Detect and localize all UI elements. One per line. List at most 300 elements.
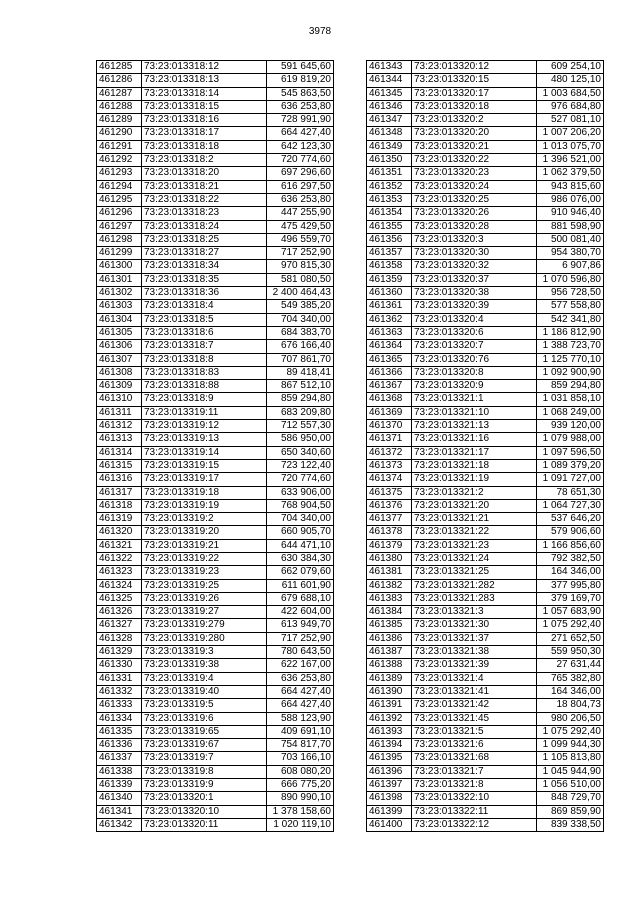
- cadastral-number-cell: 73:23:013320:17: [412, 87, 537, 100]
- row-number-cell: 461323: [97, 566, 142, 579]
- cadastral-number-cell: 73:23:013319:40: [142, 685, 267, 698]
- table-row: [97, 207, 334, 220]
- cadastral-number-cell: 73:23:013318:83: [142, 366, 267, 379]
- cadastral-number-cell: 73:23:013321:30: [412, 619, 537, 632]
- row-number-cell: 461291: [97, 140, 142, 153]
- value-cell: 683 209,80: [267, 406, 334, 419]
- cadastral-number-cell: 73:23:013318:7: [142, 340, 267, 353]
- cadastral-number-cell: 73:23:013321:39: [412, 659, 537, 672]
- cadastral-number-cell: 73:23:013319:15: [142, 459, 267, 472]
- row-number-cell: 461344: [367, 74, 412, 87]
- cadastral-number-cell: 73:23:013319:22: [142, 552, 267, 565]
- row-number-cell: 461371: [367, 433, 412, 446]
- value-cell: 1 097 596,50: [537, 446, 604, 459]
- table-row: [97, 87, 334, 100]
- row-number-cell: 461300: [97, 260, 142, 273]
- table-row: [97, 779, 334, 792]
- table-row: [97, 220, 334, 233]
- cadastral-number-cell: 73:23:013320:18: [412, 100, 537, 113]
- value-cell: 616 297,50: [267, 180, 334, 193]
- table-row: [367, 380, 604, 393]
- table-row: [367, 619, 604, 632]
- value-cell: 644 471,10: [267, 539, 334, 552]
- row-number-cell: 461337: [97, 752, 142, 765]
- row-number-cell: 461324: [97, 579, 142, 592]
- value-cell: 660 905,70: [267, 526, 334, 539]
- cadastral-number-cell: 73:23:013319:19: [142, 499, 267, 512]
- cadastral-number-cell: 73:23:013320:28: [412, 220, 537, 233]
- row-number-cell: 461347: [367, 114, 412, 127]
- table-row: [97, 699, 334, 712]
- value-cell: 1 091 727,00: [537, 473, 604, 486]
- row-number-cell: 461309: [97, 380, 142, 393]
- row-number-cell: 461362: [367, 313, 412, 326]
- row-number-cell: 461336: [97, 739, 142, 752]
- cadastral-number-cell: 73:23:013318:14: [142, 87, 267, 100]
- value-cell: 581 080,50: [267, 273, 334, 286]
- table-row: [367, 313, 604, 326]
- value-cell: 579 906,60: [537, 526, 604, 539]
- row-number-cell: 461307: [97, 353, 142, 366]
- cadastral-number-cell: 73:23:013319:12: [142, 420, 267, 433]
- value-cell: 1 007 206,20: [537, 127, 604, 140]
- value-cell: 728 991,90: [267, 114, 334, 127]
- row-number-cell: 461397: [367, 779, 412, 792]
- row-number-cell: 461389: [367, 672, 412, 685]
- row-number-cell: 461358: [367, 260, 412, 273]
- row-number-cell: 461377: [367, 513, 412, 526]
- table-row: [97, 685, 334, 698]
- table-row: [367, 592, 604, 605]
- table-row: [367, 154, 604, 167]
- value-cell: 1 057 683,90: [537, 606, 604, 619]
- cadastral-number-cell: 73:23:013318:24: [142, 220, 267, 233]
- row-number-cell: 461394: [367, 739, 412, 752]
- table-row: [97, 260, 334, 273]
- row-number-cell: 461365: [367, 353, 412, 366]
- cadastral-number-cell: 73:23:013318:25: [142, 233, 267, 246]
- value-cell: 839 338,50: [537, 818, 604, 831]
- value-cell: 89 418,41: [267, 366, 334, 379]
- row-number-cell: 461361: [367, 300, 412, 313]
- cadastral-number-cell: 73:23:013319:6: [142, 712, 267, 725]
- cadastral-number-cell: 73:23:013318:12: [142, 61, 267, 74]
- table-row: [97, 606, 334, 619]
- row-number-cell: 461335: [97, 725, 142, 738]
- row-number-cell: 461328: [97, 632, 142, 645]
- table-row: [97, 539, 334, 552]
- cadastral-number-cell: 73:23:013319:26: [142, 592, 267, 605]
- cadastral-number-cell: 73:23:013321:41: [412, 685, 537, 698]
- row-number-cell: 461400: [367, 818, 412, 831]
- table-row: [97, 180, 334, 193]
- value-cell: 1 062 379,50: [537, 167, 604, 180]
- table-row: [367, 287, 604, 300]
- cadastral-number-cell: 73:23:013319:14: [142, 446, 267, 459]
- table-row: [97, 805, 334, 818]
- row-number-cell: 461378: [367, 526, 412, 539]
- row-number-cell: 461387: [367, 646, 412, 659]
- table-row: [97, 659, 334, 672]
- table-row: [367, 326, 604, 339]
- value-cell: 609 254,10: [537, 61, 604, 74]
- cadastral-number-cell: 73:23:013318:6: [142, 326, 267, 339]
- row-number-cell: 461318: [97, 499, 142, 512]
- cadastral-number-cell: 73:23:013320:37: [412, 273, 537, 286]
- cadastral-number-cell: 73:23:013320:76: [412, 353, 537, 366]
- cadastral-number-cell: 73:23:013320:20: [412, 127, 537, 140]
- value-cell: 537 646,20: [537, 513, 604, 526]
- table-row: [367, 247, 604, 260]
- table-row: [97, 433, 334, 446]
- value-cell: 679 688,10: [267, 592, 334, 605]
- row-number-cell: 461308: [97, 366, 142, 379]
- table-row: [367, 566, 604, 579]
- value-cell: 910 946,40: [537, 207, 604, 220]
- value-cell: 545 863,50: [267, 87, 334, 100]
- row-number-cell: 461396: [367, 765, 412, 778]
- row-number-cell: 461302: [97, 287, 142, 300]
- value-cell: 527 081,10: [537, 114, 604, 127]
- cadastral-number-cell: 73:23:013318:34: [142, 260, 267, 273]
- table-row: [97, 579, 334, 592]
- table-row: [97, 712, 334, 725]
- cadastral-number-cell: 73:23:013318:20: [142, 167, 267, 180]
- cadastral-number-cell: 73:23:013321:25: [412, 566, 537, 579]
- row-number-cell: 461373: [367, 459, 412, 472]
- table-row: [367, 180, 604, 193]
- table-row: [367, 260, 604, 273]
- value-cell: 723 122,40: [267, 459, 334, 472]
- value-cell: 1 031 858,10: [537, 393, 604, 406]
- value-cell: 1 064 727,30: [537, 499, 604, 512]
- table-row: [97, 100, 334, 113]
- table-row: [367, 100, 604, 113]
- value-cell: 1 075 292,40: [537, 725, 604, 738]
- table-row: [367, 672, 604, 685]
- row-number-cell: 461296: [97, 207, 142, 220]
- value-cell: 1 079 988,00: [537, 433, 604, 446]
- value-cell: 664 427,40: [267, 127, 334, 140]
- cadastral-number-cell: 73:23:013321:18: [412, 459, 537, 472]
- row-number-cell: 461303: [97, 300, 142, 313]
- cadastral-number-cell: 73:23:013320:1: [142, 792, 267, 805]
- value-cell: 704 340,00: [267, 513, 334, 526]
- cadastral-number-cell: 73:23:013318:5: [142, 313, 267, 326]
- table-row: [367, 818, 604, 831]
- value-cell: 608 080,20: [267, 765, 334, 778]
- cadastral-number-cell: 73:23:013321:6: [412, 739, 537, 752]
- row-number-cell: 461345: [367, 87, 412, 100]
- right-table: [366, 60, 604, 832]
- value-cell: 379 169,70: [537, 592, 604, 605]
- value-cell: 559 950,30: [537, 646, 604, 659]
- value-cell: 720 774,60: [267, 154, 334, 167]
- cadastral-number-cell: 73:23:013320:9: [412, 380, 537, 393]
- row-number-cell: 461304: [97, 313, 142, 326]
- table-row: [97, 393, 334, 406]
- cadastral-number-cell: 73:23:013320:30: [412, 247, 537, 260]
- value-cell: 712 557,30: [267, 420, 334, 433]
- row-number-cell: 461299: [97, 247, 142, 260]
- row-number-cell: 461313: [97, 433, 142, 446]
- value-cell: 650 340,60: [267, 446, 334, 459]
- row-number-cell: 461390: [367, 685, 412, 698]
- cadastral-number-cell: 73:23:013319:27: [142, 606, 267, 619]
- table-row: [97, 273, 334, 286]
- row-number-cell: 461306: [97, 340, 142, 353]
- table-row: [97, 313, 334, 326]
- table-row: [97, 114, 334, 127]
- row-number-cell: 461363: [367, 326, 412, 339]
- table-row: [367, 420, 604, 433]
- value-cell: 1 056 510,00: [537, 779, 604, 792]
- value-cell: 164 346,00: [537, 685, 604, 698]
- value-cell: 980 206,50: [537, 712, 604, 725]
- cadastral-number-cell: 73:23:013321:37: [412, 632, 537, 645]
- table-row: [367, 486, 604, 499]
- value-cell: 717 252,90: [267, 247, 334, 260]
- value-cell: 1 396 521,00: [537, 154, 604, 167]
- cadastral-number-cell: 73:23:013321:23: [412, 539, 537, 552]
- cadastral-number-cell: 73:23:013319:25: [142, 579, 267, 592]
- table-row: [367, 140, 604, 153]
- row-number-cell: 461392: [367, 712, 412, 725]
- cadastral-number-cell: 73:23:013321:42: [412, 699, 537, 712]
- row-number-cell: 461332: [97, 685, 142, 698]
- table-row: [97, 127, 334, 140]
- row-number-cell: 461367: [367, 380, 412, 393]
- cadastral-number-cell: 73:23:013321:2: [412, 486, 537, 499]
- table-row: [367, 712, 604, 725]
- value-cell: 480 125,10: [537, 74, 604, 87]
- value-cell: 611 601,90: [267, 579, 334, 592]
- cadastral-number-cell: 73:23:013318:4: [142, 300, 267, 313]
- value-cell: 588 123,90: [267, 712, 334, 725]
- table-row: [97, 792, 334, 805]
- row-number-cell: 461379: [367, 539, 412, 552]
- cadastral-number-cell: 73:23:013320:12: [412, 61, 537, 74]
- row-number-cell: 461316: [97, 473, 142, 486]
- cadastral-number-cell: 73:23:013319:17: [142, 473, 267, 486]
- value-cell: 586 950,00: [267, 433, 334, 446]
- row-number-cell: 461292: [97, 154, 142, 167]
- cadastral-number-cell: 73:23:013321:8: [412, 779, 537, 792]
- value-cell: 765 382,80: [537, 672, 604, 685]
- value-cell: 164 346,00: [537, 566, 604, 579]
- row-number-cell: 461356: [367, 233, 412, 246]
- table-row: [97, 167, 334, 180]
- cadastral-number-cell: 73:23:013318:16: [142, 114, 267, 127]
- table-row: [367, 579, 604, 592]
- cadastral-number-cell: 73:23:013318:2: [142, 154, 267, 167]
- cadastral-number-cell: 73:23:013318:13: [142, 74, 267, 87]
- value-cell: 1 186 812,90: [537, 326, 604, 339]
- table-row: [367, 74, 604, 87]
- row-number-cell: 461368: [367, 393, 412, 406]
- table-row: [367, 340, 604, 353]
- cadastral-number-cell: 73:23:013320:39: [412, 300, 537, 313]
- cadastral-number-cell: 73:23:013321:17: [412, 446, 537, 459]
- cadastral-number-cell: 73:23:013318:36: [142, 287, 267, 300]
- value-cell: 1 075 292,40: [537, 619, 604, 632]
- cadastral-number-cell: 73:23:013321:22: [412, 526, 537, 539]
- row-number-cell: 461370: [367, 420, 412, 433]
- cadastral-number-cell: 73:23:013321:20: [412, 499, 537, 512]
- cadastral-number-cell: 73:23:013318:23: [142, 207, 267, 220]
- value-cell: 1 089 379,20: [537, 459, 604, 472]
- table-row: [367, 659, 604, 672]
- cadastral-number-cell: 73:23:013321:13: [412, 420, 537, 433]
- value-cell: 676 166,40: [267, 340, 334, 353]
- value-cell: 664 427,40: [267, 699, 334, 712]
- value-cell: 1 166 856,60: [537, 539, 604, 552]
- row-number-cell: 461364: [367, 340, 412, 353]
- cadastral-number-cell: 73:23:013321:16: [412, 433, 537, 446]
- value-cell: 1 070 596,80: [537, 273, 604, 286]
- table-row: [367, 752, 604, 765]
- table-row: [367, 805, 604, 818]
- table-row: [367, 273, 604, 286]
- value-cell: 633 906,00: [267, 486, 334, 499]
- page-number: 3978: [308, 26, 332, 37]
- table-row: [367, 765, 604, 778]
- cadastral-number-cell: 73:23:013321:10: [412, 406, 537, 419]
- table-row: [97, 340, 334, 353]
- table-row: [97, 287, 334, 300]
- table-row: [97, 140, 334, 153]
- cadastral-number-cell: 73:23:013320:22: [412, 154, 537, 167]
- table-row: [367, 725, 604, 738]
- value-cell: 619 819,20: [267, 74, 334, 87]
- row-number-cell: 461314: [97, 446, 142, 459]
- value-cell: 717 252,90: [267, 632, 334, 645]
- value-cell: 1 099 944,30: [537, 739, 604, 752]
- table-row: [367, 606, 604, 619]
- table-row: [367, 167, 604, 180]
- cadastral-number-cell: 73:23:013321:3: [412, 606, 537, 619]
- cadastral-number-cell: 73:23:013321:19: [412, 473, 537, 486]
- value-cell: 636 253,80: [267, 100, 334, 113]
- cadastral-number-cell: 73:23:013320:3: [412, 233, 537, 246]
- cadastral-number-cell: 73:23:013320:25: [412, 193, 537, 206]
- value-cell: 1 013 075,70: [537, 140, 604, 153]
- cadastral-number-cell: 73:23:013320:32: [412, 260, 537, 273]
- row-number-cell: 461305: [97, 326, 142, 339]
- value-cell: 622 167,00: [267, 659, 334, 672]
- value-cell: 666 775,20: [267, 779, 334, 792]
- cadastral-number-cell: 73:23:013320:2: [412, 114, 537, 127]
- cadastral-number-cell: 73:23:013320:7: [412, 340, 537, 353]
- table-row: [367, 473, 604, 486]
- value-cell: 970 815,30: [267, 260, 334, 273]
- table-row: [97, 233, 334, 246]
- row-number-cell: 461301: [97, 273, 142, 286]
- row-number-cell: 461372: [367, 446, 412, 459]
- table-row: [367, 300, 604, 313]
- table-row: [367, 87, 604, 100]
- row-number-cell: 461351: [367, 167, 412, 180]
- value-cell: 859 294,80: [537, 380, 604, 393]
- table-row: [97, 619, 334, 632]
- table-row: [97, 566, 334, 579]
- table-row: [97, 513, 334, 526]
- row-number-cell: 461320: [97, 526, 142, 539]
- value-cell: 768 904,50: [267, 499, 334, 512]
- table-row: [367, 220, 604, 233]
- value-cell: 636 253,80: [267, 193, 334, 206]
- cadastral-number-cell: 73:23:013321:283: [412, 592, 537, 605]
- cadastral-number-cell: 73:23:013322:11: [412, 805, 537, 818]
- row-number-cell: 461381: [367, 566, 412, 579]
- cadastral-number-cell: 73:23:013318:8: [142, 353, 267, 366]
- table-row: [367, 792, 604, 805]
- cadastral-number-cell: 73:23:013318:35: [142, 273, 267, 286]
- cadastral-number-cell: 73:23:013320:10: [142, 805, 267, 818]
- value-cell: 703 166,10: [267, 752, 334, 765]
- cadastral-number-cell: 73:23:013318:9: [142, 393, 267, 406]
- value-cell: 859 294,80: [267, 393, 334, 406]
- cadastral-number-cell: 73:23:013318:21: [142, 180, 267, 193]
- table-row: [97, 247, 334, 260]
- row-number-cell: 461357: [367, 247, 412, 260]
- cadastral-number-cell: 73:23:013318:22: [142, 193, 267, 206]
- cadastral-number-cell: 73:23:013320:38: [412, 287, 537, 300]
- row-number-cell: 461331: [97, 672, 142, 685]
- row-number-cell: 461369: [367, 406, 412, 419]
- row-number-cell: 461366: [367, 366, 412, 379]
- value-cell: 549 385,20: [267, 300, 334, 313]
- value-cell: 2 400 464,43: [267, 287, 334, 300]
- cadastral-number-cell: 73:23:013319:21: [142, 539, 267, 552]
- cadastral-number-cell: 73:23:013321:1: [412, 393, 537, 406]
- table-row: [367, 739, 604, 752]
- value-cell: 500 081,40: [537, 233, 604, 246]
- row-number-cell: 461288: [97, 100, 142, 113]
- table-row: [97, 193, 334, 206]
- table-row: [97, 459, 334, 472]
- value-cell: 642 123,30: [267, 140, 334, 153]
- table-row: [97, 473, 334, 486]
- table-row: [367, 513, 604, 526]
- table-row: [367, 366, 604, 379]
- table-row: [367, 632, 604, 645]
- table-row: [97, 420, 334, 433]
- cadastral-number-cell: 73:23:013320:21: [412, 140, 537, 153]
- row-number-cell: 461310: [97, 393, 142, 406]
- value-cell: 6 907,86: [537, 260, 604, 273]
- row-number-cell: 461398: [367, 792, 412, 805]
- value-cell: 943 815,60: [537, 180, 604, 193]
- row-number-cell: 461375: [367, 486, 412, 499]
- value-cell: 792 382,50: [537, 552, 604, 565]
- row-number-cell: 461386: [367, 632, 412, 645]
- value-cell: 18 804,73: [537, 699, 604, 712]
- value-cell: 447 255,90: [267, 207, 334, 220]
- value-cell: 662 079,60: [267, 566, 334, 579]
- value-cell: 1 125 770,10: [537, 353, 604, 366]
- table-row: [97, 326, 334, 339]
- cadastral-number-cell: 73:23:013320:4: [412, 313, 537, 326]
- table-row: [97, 672, 334, 685]
- cadastral-number-cell: 73:23:013319:67: [142, 739, 267, 752]
- value-cell: 636 253,80: [267, 672, 334, 685]
- row-number-cell: 461348: [367, 127, 412, 140]
- table-row: [367, 207, 604, 220]
- value-cell: 986 076,00: [537, 193, 604, 206]
- value-cell: 720 774,60: [267, 473, 334, 486]
- table-row: [97, 526, 334, 539]
